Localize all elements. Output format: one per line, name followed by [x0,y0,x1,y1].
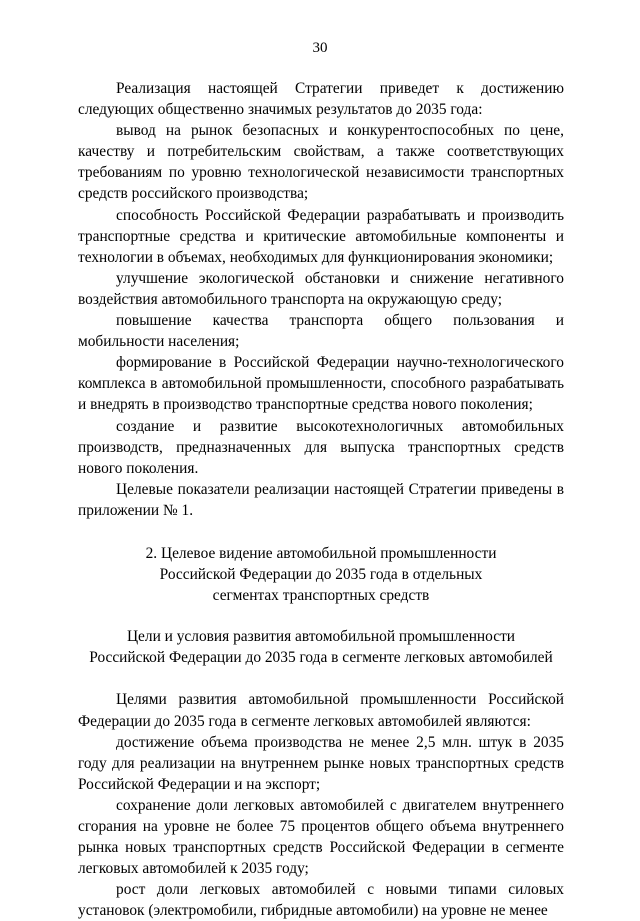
paragraph-result-6: создание и развитие высокотехнологичных автомобильных производств, предназначенных для выпуска транспортных средств нового поколения. [78,417,564,477]
paragraph-result-5: формирование в Российской Федерации научно-технологического комплекса в автомобильной промышленности, способного разрабатывать и внедрять в производство транспортные средства нового поколения; [78,354,564,414]
subsection-heading-line: Российской Федерации до 2035 года в сегменте легковых автомобилей [89,649,553,667]
paragraph-goal-3: рост доли легковых автомобилей с новыми типами силовых установок (электромобили, гибридные автомобили) на уровне не менее [78,881,564,920]
section-heading-line: сегментах транспортных средств [212,587,430,605]
section-heading-line: Российской Федерации до 2035 года в отдельных [159,566,483,584]
paragraph-result-2: способность Российской Федерации разрабатывать и производить транспортные средства и критические автомобильные компоненты и технологии в объемах, необходимых для функционирования экономики; [78,206,564,266]
page-number: 30 [312,40,328,56]
paragraph-intro: Реализация настоящей Стратегии приведет к достижению следующих общественно значимых результатов до 2035 года: [78,80,564,119]
subsection-heading-line: Цели и условия развития автомобильной промышленности [126,628,516,646]
paragraph-result-1: вывод на рынок безопасных и конкурентоспособных по цене, качеству и потребительским свойствам, а также соответствующих требованиям по уровню технологической независимости транспортных средств российского производства; [78,122,564,203]
subsection-heading [78,626,564,668]
paragraph-goal-2: сохранение доли легковых автомобилей с двигателем внутреннего сгорания на уровне не более 75 процентов общего объема внутреннего рынка новых транспортных средств Российской Федерации в сегменте легковых автомобилей к 2035 году; [78,796,564,878]
paragraph-goals-intro: Целями развития автомобильной промышленности Российской Федерации до 2035 года в сегменте легковых автомобилей являются: [78,691,564,730]
paragraph-result-4: повышение качества транспорта общего пользования и мобильности населения; [78,312,564,351]
paragraph-goal-1: достижение объема производства не менее 2,5 млн. штук в 2035 году для реализации на внутреннем рынке новых транспортных средств Российской Федерации и на экспорт; [78,733,564,793]
paragraph-indicators: Целевые показатели реализации настоящей Стратегии приведены в приложении № 1. [78,480,564,519]
document-body [78,78,564,921]
section-heading [78,543,564,606]
paragraph-result-3: улучшение экологической обстановки и снижение негативного воздействия автомобильного транспорта на окружающую среду; [78,269,564,308]
section-heading-line: 2. Целевое видение автомобильной промышленности [145,544,497,562]
